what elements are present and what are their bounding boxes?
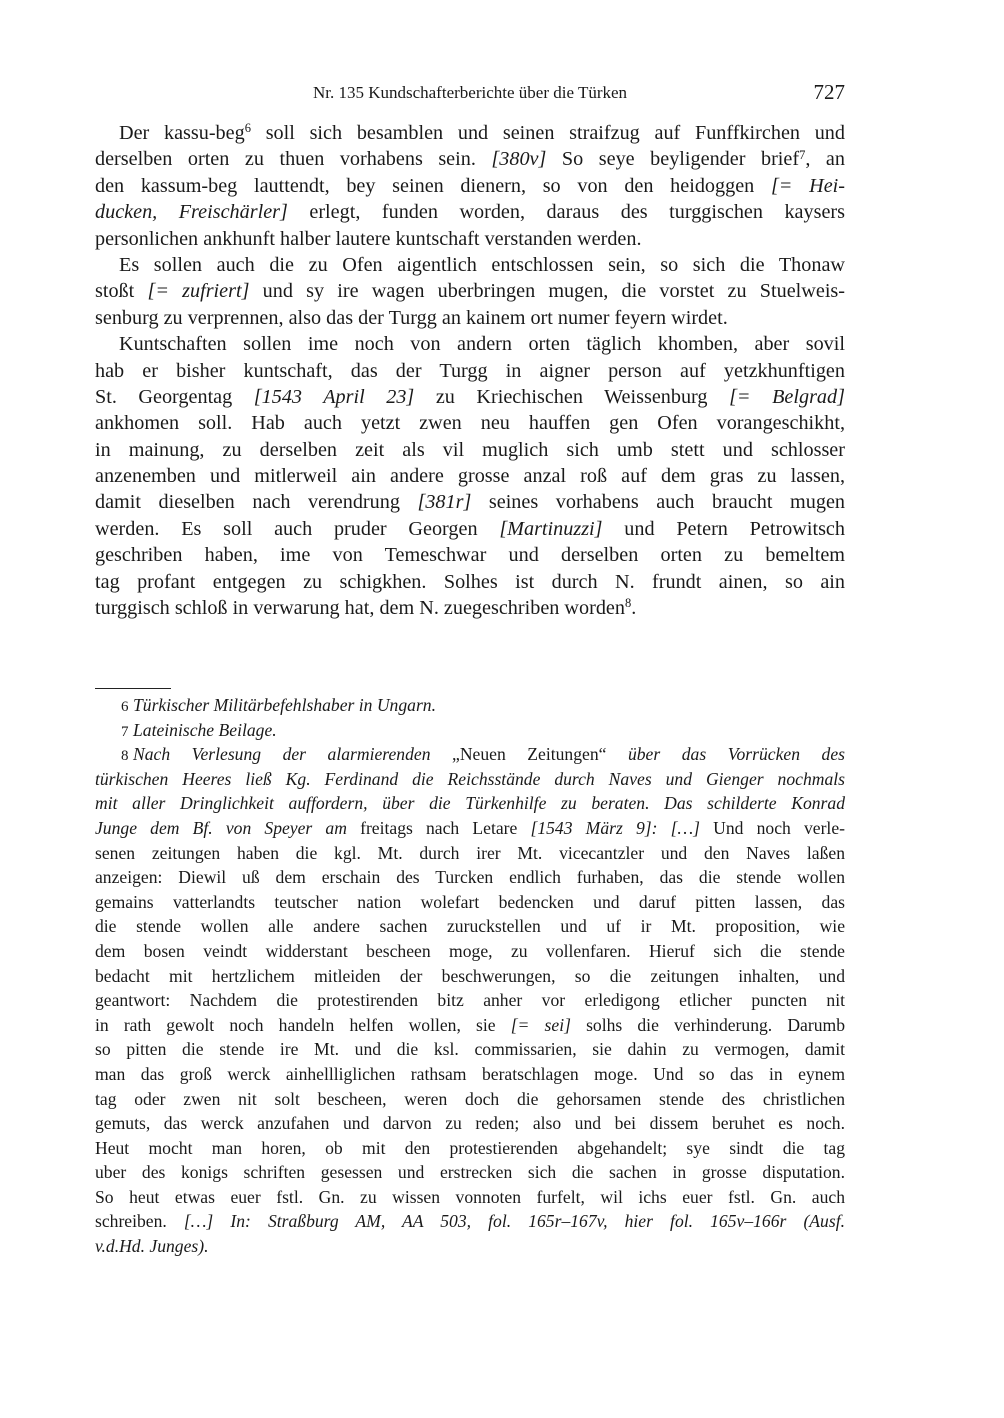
text-run: soll sich besamblen und seinen straifzug auf Funffkirchen und [250, 122, 845, 144]
footnote-line [95, 718, 845, 743]
body-line [95, 437, 845, 463]
text-run: hab er bisher kuntschaft, das der Turgg in aigner person auf yetzkhunftigen [95, 359, 845, 382]
footnote-ref: 8 [624, 596, 632, 611]
footnote-line [95, 791, 845, 816]
body-line [95, 173, 845, 199]
footnote-ref: 7 [799, 147, 806, 162]
footnote-line [95, 1160, 845, 1185]
body-line [95, 516, 845, 542]
text-run: derselben orten zu thuen vorhabens sein. [95, 148, 492, 171]
text-run: ankhomen soll. Hab auch yetzt zwen neu hauffen gen Ofen vorangeschikht, [95, 412, 845, 435]
body-line [95, 410, 845, 436]
footnote-ref: 6 [244, 121, 251, 136]
text-run: Kuntschaften sollen ime noch von andern orten täglich khomben, aber sovil [119, 333, 845, 356]
italic-text: [1543 April 23] [253, 385, 415, 408]
page-number: 727 [813, 80, 845, 104]
text-run: schreiben. [95, 1211, 184, 1232]
footnote-separator [95, 688, 171, 689]
text-run: und Petern Petrowitsch [602, 517, 845, 540]
text-run: Heut mocht man horen, ob mit den protestierenden abgehandelt; sye sindt die tag [95, 1137, 845, 1158]
italic-text: [= Hei- [770, 174, 845, 197]
text-run: geschriben haben, ime von Temeschwar und derselben orten zu bemeltem [95, 544, 845, 567]
footnote-line [95, 1111, 845, 1136]
italic-text: über das Vorrücken des [627, 744, 845, 765]
text-run: tag oder zwen nit solt bescheen, weren doch die gehorsamen stende des christlichen [95, 1088, 845, 1109]
text-run: gemuts, das werck anzufahen und darvon zu reden; also und bei dissem beruhet es noch. [95, 1113, 845, 1134]
footnote-line [95, 742, 845, 767]
text-run: „Neuen Zeitungen“ [452, 744, 628, 765]
italic-text: mit aller Dringlichkeit auffordern, über die Türkenhilfe zu beraten. Das schilderte Konrad [95, 793, 845, 814]
footnote-line [95, 865, 845, 890]
footnote-line [95, 1087, 845, 1112]
text-run: anzenemben und mitlerweil ain andere grosse anzal roß auf dem gras zu lassen, [95, 465, 845, 488]
text-run: damit dieselben nach verendrung [95, 491, 418, 514]
body-line [95, 199, 845, 225]
body-line [95, 120, 845, 146]
italic-text: Lateinische Beilage. [133, 719, 277, 740]
text-run: Und noch verle- [699, 817, 845, 838]
main-text [95, 120, 845, 621]
body-line [95, 331, 845, 357]
footnote-line [95, 1136, 845, 1161]
italic-text: türkischen Heeres ließ Kg. Ferdinand die Reichsstände durch Naves und Gienger nochmals [95, 768, 845, 789]
text-run: senen zeitungen haben die kgl. Mt. durch irer Mt. vicecantzler und den Naves laßen [95, 842, 845, 863]
body-line [95, 569, 845, 595]
footnote-line [95, 1234, 845, 1259]
text-run: freitags nach Letare [360, 817, 531, 838]
footnote-number: 6 [121, 699, 129, 715]
italic-text: Nach Verlesung der alarmierenden [133, 744, 453, 765]
text-run: bedacht mit hertzlichem mitleiden der beschwerungen, so die zeitungen inhalten, und [95, 965, 845, 986]
footnote-line [95, 914, 845, 939]
text-run: senburg zu verprennen, also das der Turgg an kainem ort numer feyern wirdet. [95, 306, 728, 329]
footnote-line [95, 988, 845, 1013]
body-line [95, 384, 845, 410]
italic-text: [= Belgrad] [729, 385, 845, 408]
text-run: So seye beyligender brief [546, 148, 800, 171]
text-run: . [631, 597, 637, 620]
italic-text: […] In: Straßburg AM, AA 503, fol. 165r–167v, hier fol. 165v–166r (Ausf. [183, 1211, 845, 1232]
text-run: So heut etwas euer fstl. Gn. zu wissen vonnoten furfelt, wil ichs euer fstl. Gn. auch [95, 1186, 845, 1207]
text-run: dem bosen veindt widderstant bescheen moge, zu vollenfaren. Hieruf sich die stende [95, 940, 845, 961]
text-run: Es sollen auch die zu Ofen aigentlich entschlossen sein, so sich die Thonaw [119, 253, 845, 276]
footnote-line [95, 890, 845, 915]
text-run: tag profant entgegen zu schigkhen. Solhes ist durch N. frundt ainen, so ain [95, 570, 845, 593]
text-run: geantwort: Nachdem die protestirenden bitz anher vor erledigong etlicher puncten nit [95, 990, 845, 1011]
italic-text: v.d.Hd. Junges). [95, 1236, 209, 1257]
running-header [95, 80, 845, 106]
text-run: in mainung, zu derselben zeit als vil muglich sich umb stett und schlosser [95, 438, 845, 461]
running-title: Nr. 135 Kundschafterberichte über die Türken [312, 83, 628, 102]
body-line [95, 358, 845, 384]
text-run: St. Georgentag [95, 385, 254, 408]
text-run: uber des konigs schriften gesessen und erstrecken sich die sachen in grosse disputation. [95, 1162, 845, 1183]
body-line [95, 305, 845, 331]
footnote-line [95, 1185, 845, 1210]
footnote-line [95, 693, 845, 718]
text-run: so pitten die stende ire Mt. und die ksl. commissarien, sie dahin zu vermogen, damit [95, 1039, 845, 1060]
body-line [95, 595, 845, 621]
body-line [95, 146, 845, 172]
body-line [95, 226, 845, 252]
text-run: anzeigen: Diewil uß dem erschain des Turcken endlich furhaben, das die stende wollen [95, 867, 845, 888]
footnote-number: 8 [121, 748, 129, 765]
footnote-line [95, 964, 845, 989]
italic-text: [Martinuzzi] [499, 517, 603, 540]
footnote-line [95, 816, 845, 841]
text-run: und sy ire wagen uberbringen mugen, die vorstet zu Stuelweis- [249, 280, 846, 303]
text-run: erlegt, funden worden, daraus des turggischen kaysers [287, 201, 846, 224]
italic-text: [= sei] [510, 1014, 571, 1035]
footnote-line [95, 767, 845, 792]
text-run: die stende wollen alle andere sachen zuruckstellen und uf ir Mt. proposition, wie [95, 916, 845, 937]
text-run: zu Kriechischen Weissenburg [414, 385, 730, 408]
footnote-line [95, 1209, 845, 1234]
italic-text: [380v] [491, 148, 547, 171]
italic-text: Junge dem Bf. von Speyer am [95, 817, 361, 838]
text-run: , an [805, 148, 845, 171]
text-run: solhs die verhinderung. Darumb [570, 1014, 845, 1035]
text-run: personlichen ankhunft halber lautere kuntschaft verstanden werden. [95, 227, 642, 250]
italic-text: Türkischer Militärbefehlshaber in Ungarn. [133, 695, 436, 715]
text-run: stoßt [95, 280, 148, 303]
body-line [95, 463, 845, 489]
text-run: in rath gewolt noch handeln helfen wollen, sie [95, 1014, 511, 1035]
text-run: seines vorhabens auch braucht mugen [471, 491, 845, 514]
body-line [95, 252, 845, 278]
footnote-number: 7 [121, 723, 129, 740]
text-run: Der kassu-beg [119, 122, 245, 144]
footnote-line [95, 1037, 845, 1062]
text-run: turggisch schloß in verwarung hat, dem N. zuegeschriben worden [95, 597, 625, 620]
italic-text: [1543 März 9]: […] [530, 817, 700, 838]
italic-text: ducken, Freischärler] [95, 201, 288, 224]
body-line [95, 542, 845, 568]
footnote-line [95, 841, 845, 866]
footnote-line [95, 1062, 845, 1087]
italic-text: [= zufriert] [147, 280, 250, 303]
body-line [95, 489, 845, 515]
footnote-line [95, 1013, 845, 1038]
footnotes [95, 693, 845, 1259]
text-run: den kassum-beg lauttendt, bey seinen dienern, so von den heidoggen [95, 174, 771, 197]
text-run: man das groß werck ainhellliglichen rathsam beratschlagen moge. Und so das in eynem [95, 1063, 845, 1084]
footnote-line [95, 939, 845, 964]
body-line [95, 278, 845, 304]
italic-text: [381r] [417, 491, 472, 514]
text-run: werden. Es soll auch pruder Georgen [95, 517, 500, 540]
text-run: gemains vatterlandts teutscher nation wolefart bedencken und daruf pitten lassen, das [95, 891, 845, 912]
